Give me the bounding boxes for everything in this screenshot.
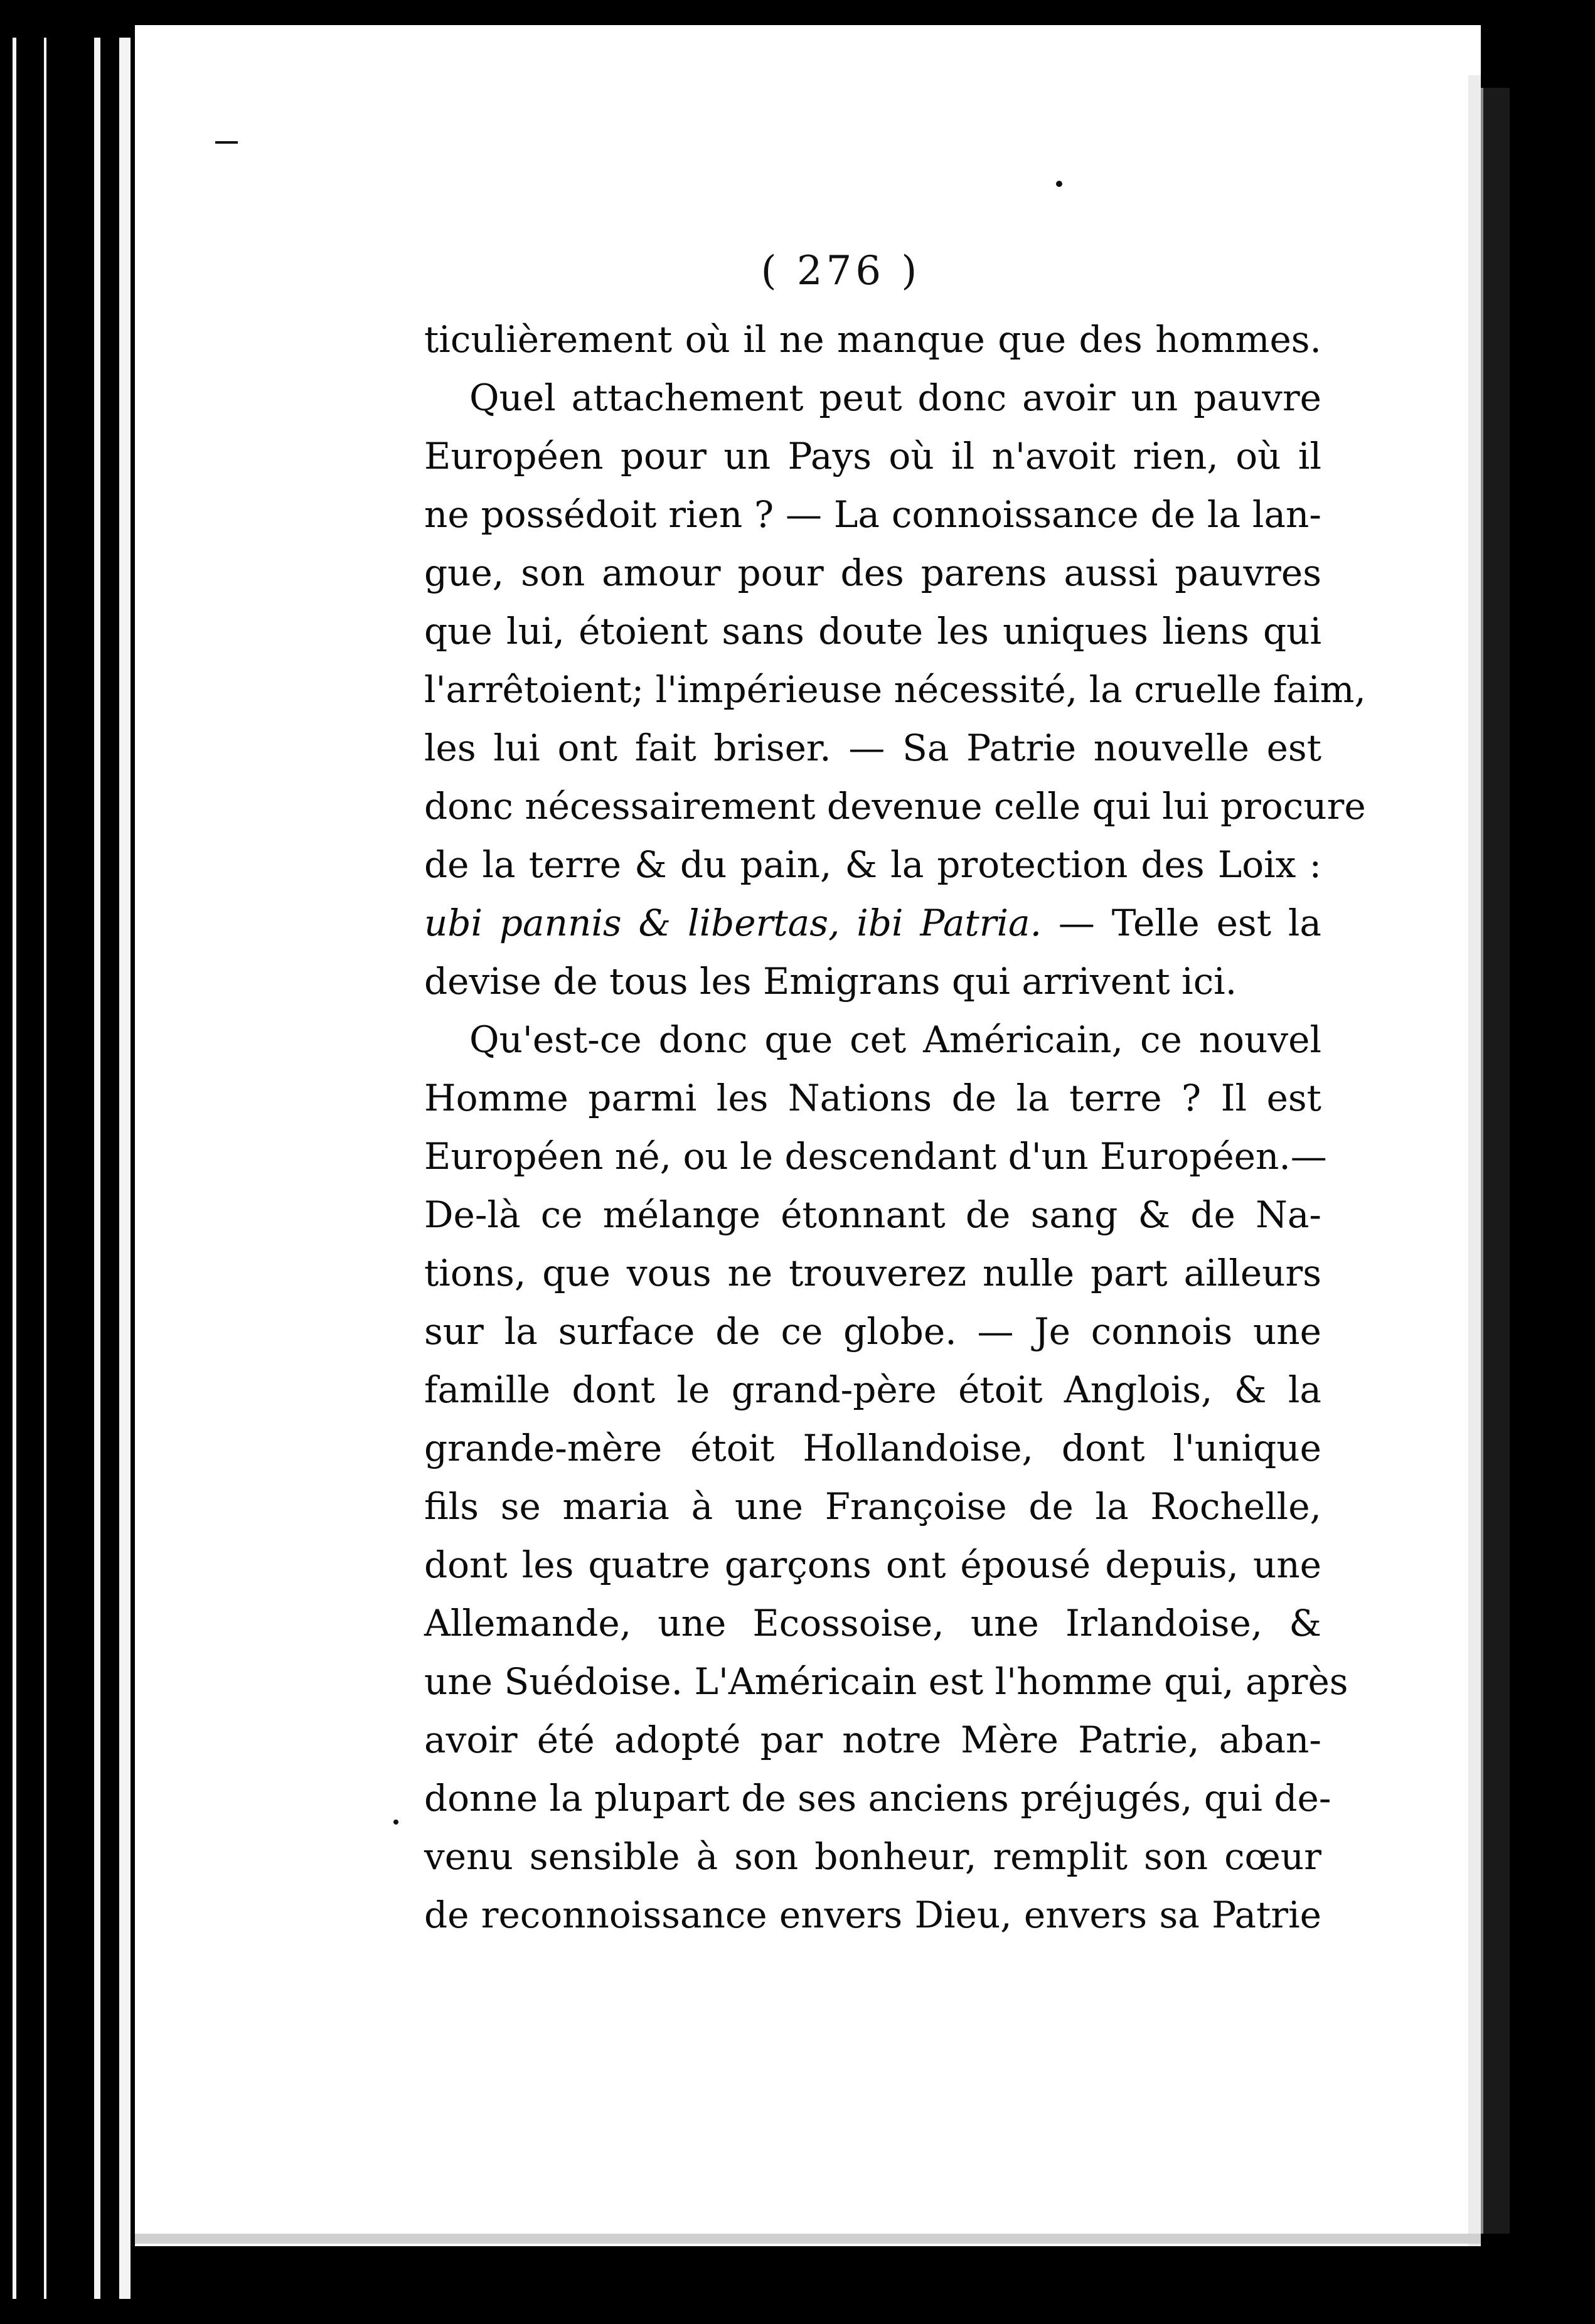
ink-speck bbox=[393, 1820, 398, 1825]
page-number: ( 276 ) bbox=[760, 248, 921, 294]
text-line: Allemande, une Ecossoise, une Irlandoise, & bbox=[424, 1602, 1321, 1644]
latin-motto-continuation: — Telle est la bbox=[1042, 902, 1322, 944]
latin-motto-line bbox=[424, 894, 1321, 952]
text-line: une Suédoise. L'Américain est l'homme qui, après bbox=[424, 1660, 1348, 1703]
page-fore-edge bbox=[1468, 75, 1481, 2246]
page-fore-edge-shadow bbox=[1481, 88, 1510, 2234]
binding-edge-strip bbox=[44, 38, 46, 2299]
text-line: donc nécessairement devenue celle qui lui procure bbox=[424, 785, 1366, 828]
text-line: fils se maria à une Françoise de la Rochelle, bbox=[424, 1485, 1321, 1528]
text-line: famille dont le grand-père étoit Anglois, & la bbox=[424, 1368, 1321, 1411]
binding-edge-strip bbox=[13, 38, 16, 2299]
text-line: De-là ce mélange étonnant de sang & de Na- bbox=[424, 1193, 1321, 1236]
text-line: Européen pour un Pays où il n'avoit rien, où il bbox=[424, 435, 1321, 477]
text-line: gue, son amour pour des parens aussi pauvres bbox=[424, 552, 1321, 594]
text-line: Quel attachement peut donc avoir un pauvre bbox=[469, 376, 1321, 419]
book-binding bbox=[0, 0, 135, 2324]
ink-dash bbox=[215, 141, 238, 144]
text-line: donne la plupart de ses anciens préjugés, qui de- bbox=[424, 1777, 1331, 1820]
text-line: grande-mère étoit Hollandoise, dont l'unique bbox=[424, 1427, 1321, 1469]
text-line: ne possédoit rien ? — La connoissance de la lan- bbox=[424, 493, 1321, 536]
binding-edge-strip bbox=[119, 38, 131, 2299]
page-bottom-edge bbox=[135, 2234, 1481, 2244]
text-line: venu sensible à son bonheur, remplit son cœur bbox=[424, 1835, 1321, 1878]
text-line: de reconnoissance envers Dieu, envers sa Patrie bbox=[424, 1894, 1321, 1936]
text-line: dont les quatre garçons ont épousé depuis, une bbox=[424, 1543, 1321, 1586]
text-line: les lui ont fait briser. — Sa Patrie nouvelle est bbox=[424, 727, 1321, 769]
body-text bbox=[424, 311, 1366, 1944]
ink-speck bbox=[1056, 181, 1062, 187]
text-line: avoir été adopté par notre Mère Patrie, aban- bbox=[424, 1719, 1321, 1761]
text-line: devise de tous les Emigrans qui arrivent ici. bbox=[424, 960, 1237, 1003]
latin-motto: ubi pannis & libertas, ibi Patria. bbox=[424, 902, 1042, 944]
text-line: tions, que vous ne trouverez nulle part ailleurs bbox=[424, 1252, 1321, 1294]
text-line: de la terre & du pain, & la protection des Loix : bbox=[424, 843, 1321, 886]
text-line: l'arrêtoient; l'impérieuse nécessité, la cruelle faim, bbox=[424, 668, 1366, 711]
text-line: sur la surface de ce globe. — Je connois une bbox=[424, 1310, 1321, 1353]
text-line: Qu'est-ce donc que cet Américain, ce nouvel bbox=[469, 1018, 1321, 1061]
text-line: que lui, étoient sans doute les uniques liens qui bbox=[424, 610, 1321, 653]
text-line: Européen né, ou le descendant d'un Européen.— bbox=[424, 1135, 1327, 1178]
text-line: Homme parmi les Nations de la terre ? Il est bbox=[424, 1077, 1321, 1119]
text-line: ticulièrement où il ne manque que des hommes. bbox=[424, 318, 1321, 361]
binding-edge-strip bbox=[94, 38, 100, 2299]
